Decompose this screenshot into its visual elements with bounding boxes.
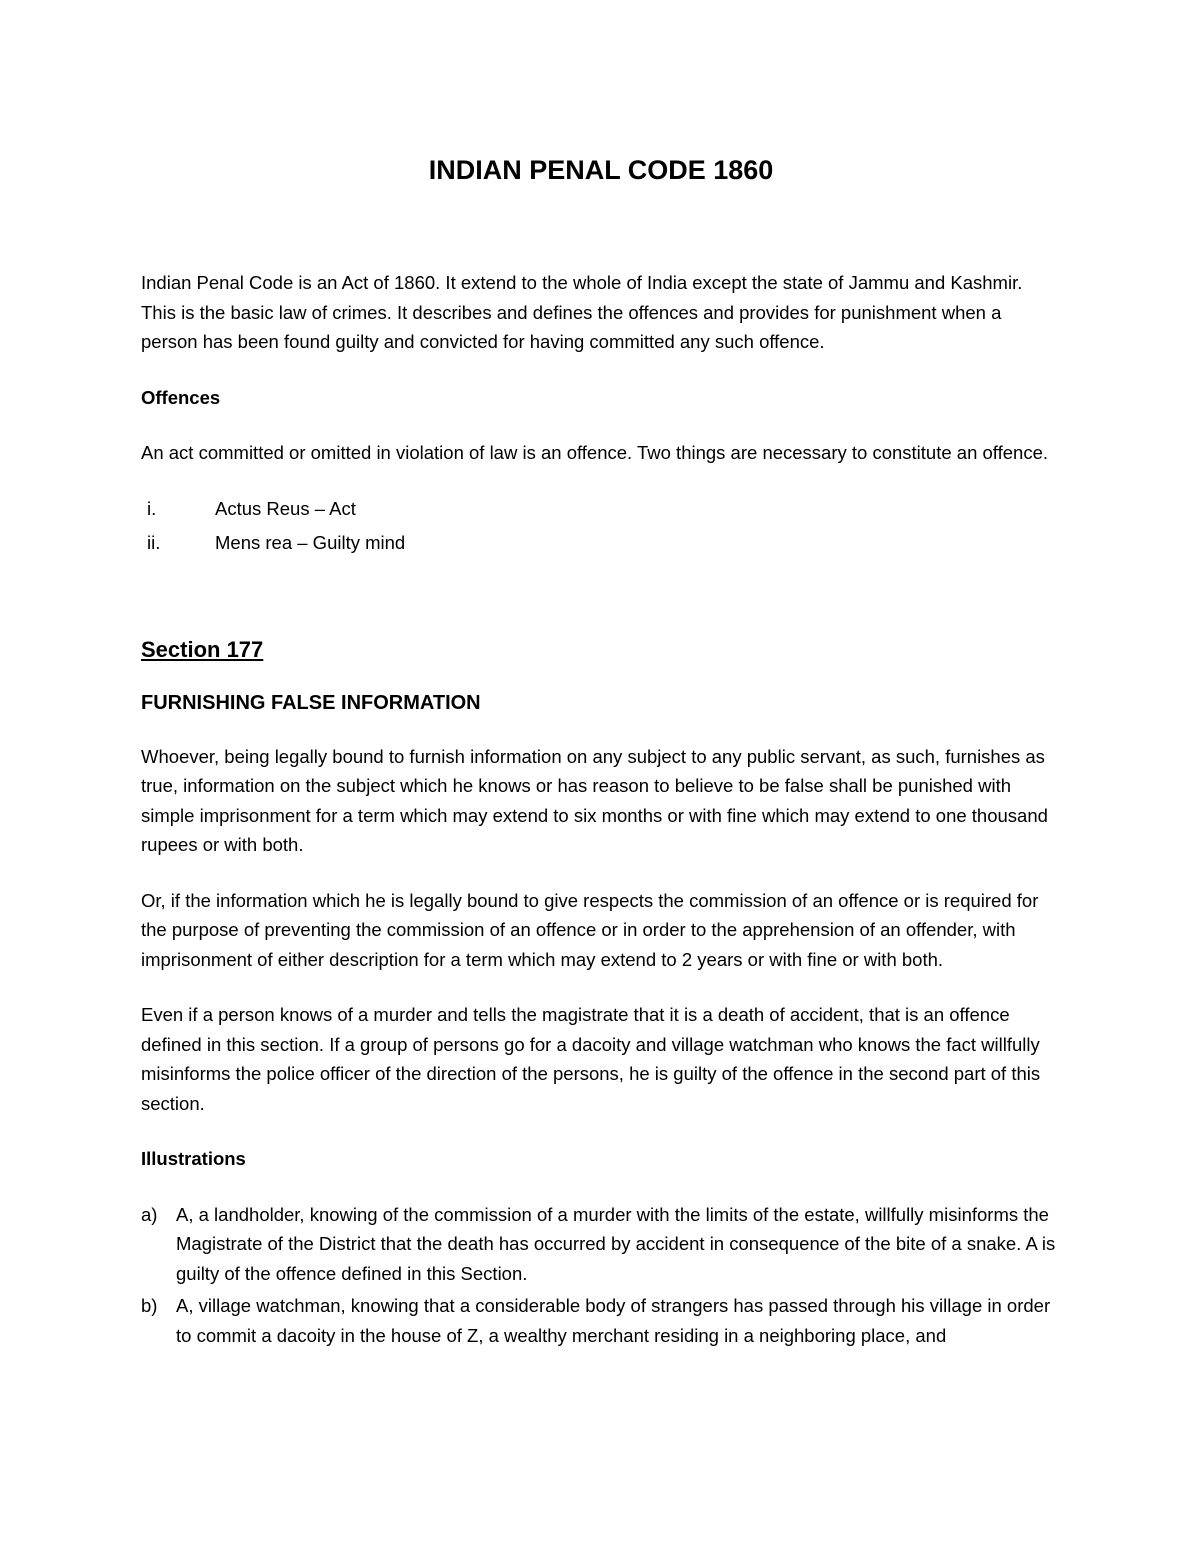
list-item-text: Actus Reus – Act bbox=[215, 497, 356, 519]
list-marker: ii. bbox=[147, 532, 161, 553]
offences-paragraph: An act committed or omitted in violation of law is an offence. Two things are necessary to constitute an offence. bbox=[141, 442, 1048, 463]
document-title: INDIAN PENAL CODE 1860 bbox=[428, 155, 774, 185]
list-item bbox=[141, 494, 1061, 524]
list-item-text: A, a landholder, knowing of the commission of a murder with the limits of the estate, willfully misinforms the Magistrate of the District that the death has occurred by accident in consequence of the bite of a snake. A is guilty of the offence defined in this Section. bbox=[176, 1203, 1056, 1284]
section-paragraph-1: Whoever, being legally bound to furnish information on any subject to any public servant, as such, furnishes as true, information on the subject which he knows or has reason to believe to be false shall be punished with simple imprisonment for a term which may extend to six months or with fine which may extend to one thousand rupees or with both. bbox=[141, 745, 1048, 855]
list-marker: a) bbox=[141, 1203, 158, 1225]
elements-list bbox=[141, 494, 1061, 558]
list-item bbox=[141, 1291, 1061, 1350]
list-item-text: A, village watchman, knowing that a considerable body of strangers has passed through his village in order to commit a dacoity in the house of Z, a wealthy merchant residing in a neighboring place, and bbox=[176, 1295, 1051, 1346]
section-paragraph-2: Or, if the information which he is legally bound to give respects the commission of an offence or is required for the purpose of preventing the commission of an offence or in order to the apprehension of an offender, with imprisonment of either description for a term which may extend to 2 years or with fine or with both. bbox=[141, 889, 1039, 970]
intro-paragraph: Indian Penal Code is an Act of 1860. It extend to the whole of India except the state of Jammu and Kashmir. This is the basic law of crimes. It describes and defines the offences and provides for punishment when a person has been found guilty and convicted for having committed any such offence. bbox=[141, 272, 1023, 352]
offences-heading: Offences bbox=[141, 386, 221, 408]
section-number-heading: Section 177 bbox=[141, 636, 264, 662]
list-item bbox=[141, 528, 1061, 558]
list-item bbox=[141, 1200, 1061, 1289]
illustrations-list bbox=[141, 1200, 1061, 1351]
document-content bbox=[141, 150, 1061, 1353]
list-item-text: Mens rea – Guilty mind bbox=[215, 532, 406, 553]
section-title-heading: FURNISHING FALSE INFORMATION bbox=[141, 691, 481, 714]
illustrations-heading: Illustrations bbox=[141, 1148, 246, 1169]
list-marker: b) bbox=[141, 1295, 158, 1316]
section-paragraph-3: Even if a person knows of a murder and tells the magistrate that it is a death of accident, that is an offence defined in this section. If a group of persons go for a dacoity and village watchman who knows the fact willfully misinforms the police officer of the direction of the persons, he is guilty of the offence in the second part of this section. bbox=[141, 1004, 1041, 1114]
list-marker: i. bbox=[147, 497, 157, 519]
